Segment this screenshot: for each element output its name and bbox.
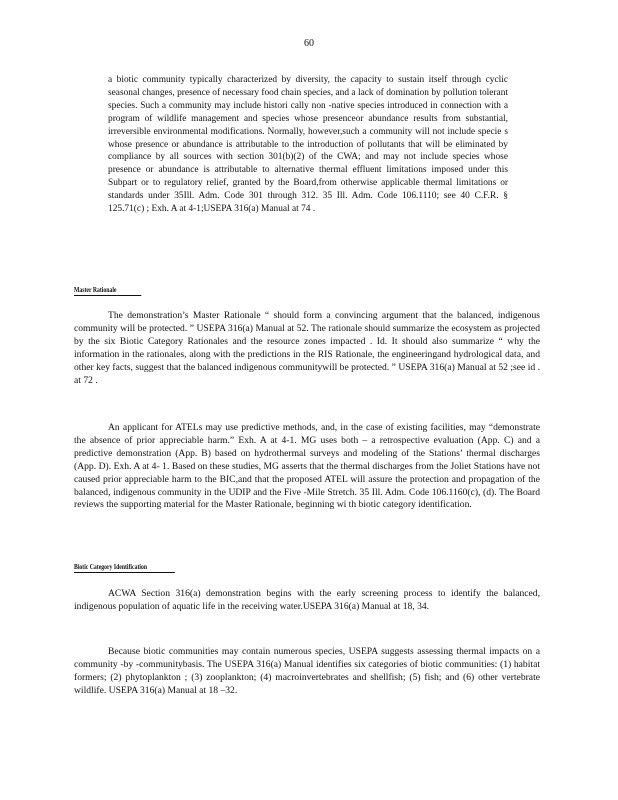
heading-rule <box>147 564 175 573</box>
page-number: 60 <box>304 38 314 49</box>
heading-master-rationale <box>74 286 141 296</box>
paragraph-biotic-communities: Because biotic communities may contain numerous species, USEPA suggests assessing thermal impacts on a community -by -communitybasis. The USEPA 316(a) Manual identifies six categories of biotic communities: (1) habitat formers; (2) phytoplankton ; (3) zooplankton; (4) macroinvertebrates and shellfish; (5) fish; and (6) other vertebrate wildlife. USEPA 316(a) Manual at 18 –32. <box>74 646 540 696</box>
paragraph-master-rationale: The demonstration’s Master Rationale “ should form a convincing argument that the balanced, indigenous community will be protected. ” USEPA 316(a) Manual at 52. The rationale should summarize the ecosystem as projected by the six Biotic Category Rationales and the resource zones impacted . Id. It should also summarize “ why the information in the rationales, along with the predictions in the RIS Rationale, the engineeringand hydrological data, and other key facts, suggest that the balanced indigenous communitywill be protected. ” USEPA 316(a) Manual at 52 ;see id . at 72 . <box>74 310 540 386</box>
heading-biotic-category-label: Biotic Category Identification <box>74 563 148 571</box>
paragraph-atel-methods: An applicant for ATELs may use predictive methods, and, in the case of existing facilities, may “demonstrate the absence of prior appreciable harm.” Exh. A at 4-1. MG uses both – a retrospective evaluation (App. C) and a predictive demonstration (App. B) based on hydrothermal surveys and modeling of the Stations’ thermal discharges (App. D). Exh. A at 4- 1. Based on these studies, MG asserts that the thermal discharges from the Joliet Stations have not caused prior appreciable harm to the BIC,and that the proposed ATEL will assure the protection and propagation of the balanced, indigenous community in the UDIP and the Five -Mile Stretch. 35 Ill. Adm. Code 106.1160(c), (d). The Board reviews the supporting material for the Master Rationale, beginning wi th biotic category identification. <box>74 422 540 511</box>
block-quote-definition: a biotic community typically characterized by diversity, the capacity to sustain itself through cyclic seasonal changes, presence of necessary food chain species, and a lack of domination by pollution tolerant species. Such a community may include histori cally non -native species introduced in connection with a program of wildlife management and species whose presenceor abundance results from substantial, irreversible environmental modifications. Normally, however,such a community will not include specie s whose presence or abundance is attributable to the introduction of pollutants that will be eliminated by compliance by all sources with section 301(b)(2) of the CWA; and may not include species whose presence or abundance is attributable to alternative thermal effluent limitations imposed under this Subpart or to regulatory relief, granted by the Board,from otherwise applicable thermal limitations or standards under 35Ill. Adm. Code 301 through 312. 35 Ill. Adm. Code 106.1110; see 40 C.F.R. § 125.71(c) ; Exh. A at 4-1;USEPA 316(a) Manual at 74 . <box>108 75 508 215</box>
heading-biotic-category-identification <box>74 563 175 573</box>
paragraph-screening-process: ACWA Section 316(a) demonstration begins with the early screening process to identify the balanced, indigenous population of aquatic life in the receiving water.USEPA 316(a) Manual at 18, 34. <box>74 588 540 612</box>
heading-master-rationale-label: Master Rationale <box>74 286 117 294</box>
heading-rule <box>116 287 141 296</box>
